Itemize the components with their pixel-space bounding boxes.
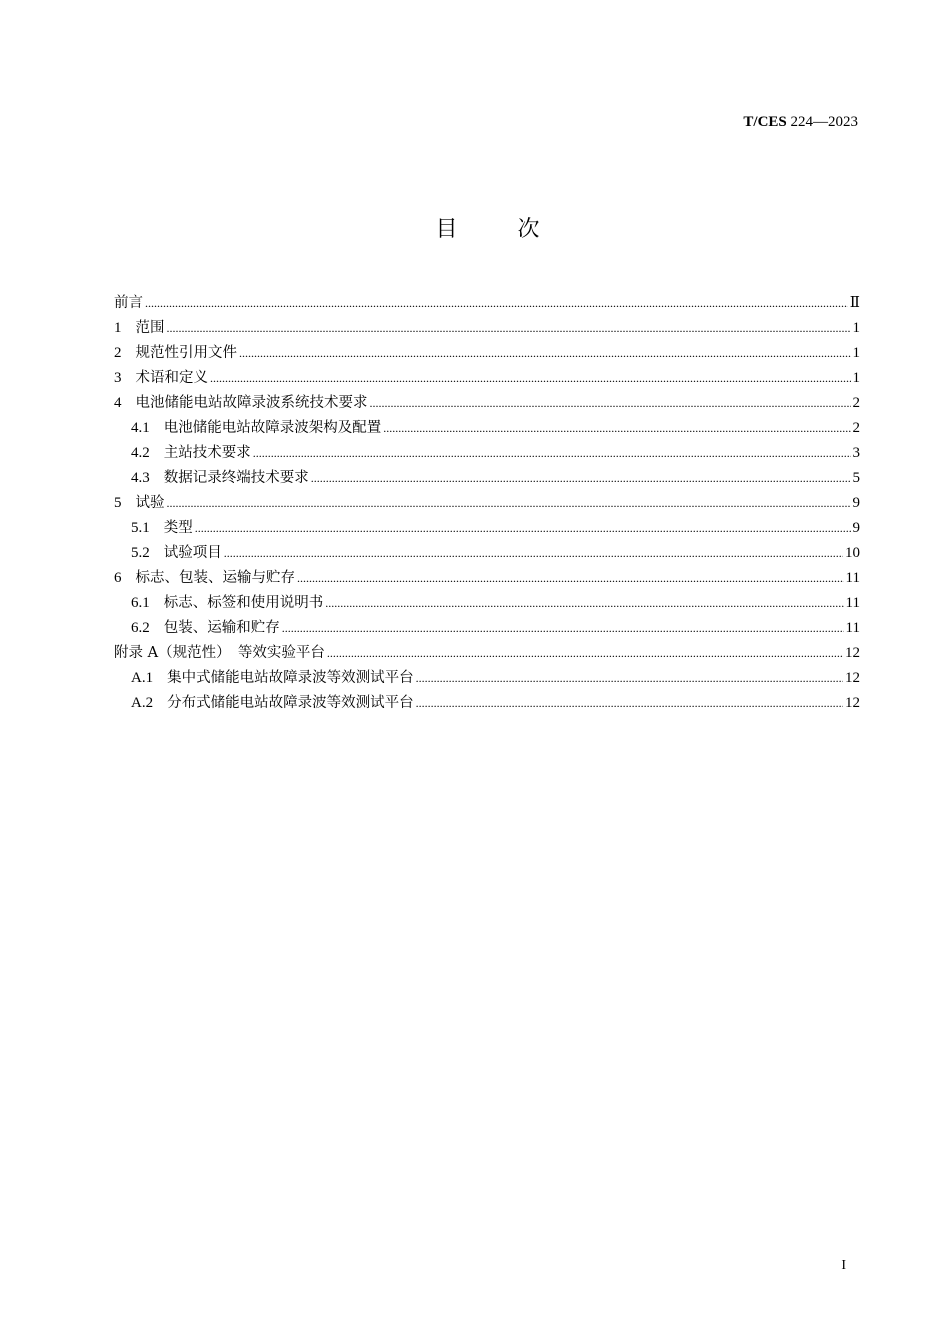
toc-dot-leader bbox=[224, 541, 843, 566]
toc-entry-number: 4.1 bbox=[131, 420, 150, 436]
toc-dot-leader bbox=[311, 466, 851, 491]
toc-entry-page: 2 bbox=[852, 420, 860, 436]
toc-entry-label: 集中式储能电站故障录波等效测试平台 bbox=[167, 670, 414, 686]
toc-entry[interactable] bbox=[114, 441, 860, 466]
document-code bbox=[743, 114, 858, 131]
toc-entry-number: 1 bbox=[114, 320, 122, 336]
toc-entry[interactable] bbox=[114, 616, 860, 641]
toc-entry-page: 10 bbox=[845, 545, 860, 561]
toc-entry-page: 5 bbox=[852, 470, 860, 486]
toc-dot-leader bbox=[253, 441, 851, 466]
toc-entry-page: 12 bbox=[845, 645, 860, 661]
toc-dot-leader bbox=[167, 316, 851, 341]
toc-entry[interactable] bbox=[114, 516, 860, 541]
toc-entry-label: 前言 bbox=[114, 295, 143, 311]
toc-entry-number: 3 bbox=[114, 370, 122, 386]
toc-dot-leader bbox=[416, 666, 843, 691]
toc-entry-label: 分布式储能电站故障录波等效测试平台 bbox=[167, 695, 414, 711]
toc-entry-label: 电池储能电站故障录波系统技术要求 bbox=[135, 395, 368, 411]
toc-entry-label: 标志、标签和使用说明书 bbox=[163, 595, 324, 611]
toc-entry-label: 试验项目 bbox=[163, 545, 222, 561]
toc-dot-leader bbox=[327, 641, 843, 666]
toc-entry-page: 2 bbox=[852, 395, 860, 411]
toc-dot-leader bbox=[325, 591, 843, 616]
toc-dot-leader bbox=[383, 416, 850, 441]
toc-dot-leader bbox=[195, 516, 851, 541]
toc-entry-number: 4.3 bbox=[131, 470, 150, 486]
toc-entry-label: 类型 bbox=[163, 520, 193, 536]
toc-entry-page: 9 bbox=[852, 520, 860, 536]
toc-dot-leader bbox=[370, 391, 851, 416]
toc-entry[interactable] bbox=[114, 491, 860, 516]
document-code-number: 224—2023 bbox=[786, 114, 858, 130]
toc-entry-page: 1 bbox=[852, 320, 860, 336]
toc-entry[interactable] bbox=[114, 416, 860, 441]
toc-entry-number: A.2 bbox=[131, 695, 154, 711]
toc-dot-leader bbox=[282, 616, 844, 641]
toc-entry[interactable] bbox=[114, 316, 860, 341]
toc-entry[interactable] bbox=[114, 641, 860, 666]
toc-entry-number: A.1 bbox=[131, 670, 154, 686]
toc-entry-number: 4 bbox=[114, 395, 122, 411]
page-title-left: 目 bbox=[435, 217, 458, 242]
toc-entry-page: 3 bbox=[852, 445, 860, 461]
toc-entry[interactable] bbox=[114, 691, 860, 716]
document-code-prefix: T/CES bbox=[743, 114, 787, 130]
toc-entry-label: 主站技术要求 bbox=[163, 445, 251, 461]
toc-entry-label: 试验 bbox=[135, 495, 165, 511]
toc-entry-page: Ⅱ bbox=[849, 295, 860, 311]
toc-entry-page: 11 bbox=[845, 595, 860, 611]
toc-entry-number: 6.1 bbox=[131, 595, 150, 611]
toc-entry-page: 1 bbox=[852, 370, 860, 386]
toc-entry-number: 2 bbox=[114, 345, 122, 361]
toc-entry-label: 电池储能电站故障录波架构及配置 bbox=[163, 420, 382, 436]
toc-dot-leader bbox=[416, 691, 843, 716]
toc-entry-label: 术语和定义 bbox=[135, 370, 208, 386]
toc-entry-label: 包装、运输和贮存 bbox=[163, 620, 280, 636]
toc-dot-leader bbox=[239, 341, 851, 366]
page-title-right: 次 bbox=[517, 217, 540, 242]
toc-entry-page: 9 bbox=[852, 495, 860, 511]
page-title bbox=[0, 212, 950, 243]
toc-entry-page: 11 bbox=[845, 620, 860, 636]
toc-entry[interactable] bbox=[114, 341, 860, 366]
toc-dot-leader bbox=[210, 366, 851, 391]
toc-entry[interactable] bbox=[114, 366, 860, 391]
toc-entry-number: 5.2 bbox=[131, 545, 150, 561]
toc-entry-page: 11 bbox=[845, 570, 860, 586]
toc-entry-label: 数据记录终端技术要求 bbox=[163, 470, 309, 486]
toc-entry-page: 12 bbox=[845, 670, 860, 686]
toc-dot-leader bbox=[297, 566, 844, 591]
page-number: I bbox=[841, 1258, 846, 1273]
toc-entry-number: 4.2 bbox=[131, 445, 150, 461]
toc-entry-page: 12 bbox=[845, 695, 860, 711]
toc-entry-number: 6.2 bbox=[131, 620, 150, 636]
toc-dot-leader bbox=[145, 291, 848, 316]
toc-entry-label: 附录 A（规范性） 等效实验平台 bbox=[114, 645, 325, 661]
toc-entry[interactable] bbox=[114, 391, 860, 416]
toc-entry[interactable] bbox=[114, 466, 860, 491]
toc-entry-number: 5.1 bbox=[131, 520, 150, 536]
toc-entry[interactable] bbox=[114, 291, 860, 316]
toc-entry-number: 5 bbox=[114, 495, 122, 511]
toc-entry-page: 1 bbox=[852, 345, 860, 361]
toc-entry-number: 6 bbox=[114, 570, 122, 586]
toc-entry[interactable] bbox=[114, 591, 860, 616]
toc-dot-leader bbox=[167, 491, 851, 516]
toc-entry-label: 标志、包装、运输与贮存 bbox=[135, 570, 295, 586]
toc-entry-label: 范围 bbox=[135, 320, 165, 336]
toc-entry[interactable] bbox=[114, 541, 860, 566]
toc-entry[interactable] bbox=[114, 666, 860, 691]
table-of-contents bbox=[114, 291, 860, 716]
toc-entry[interactable] bbox=[114, 566, 860, 591]
toc-entry-label: 规范性引用文件 bbox=[135, 345, 237, 361]
